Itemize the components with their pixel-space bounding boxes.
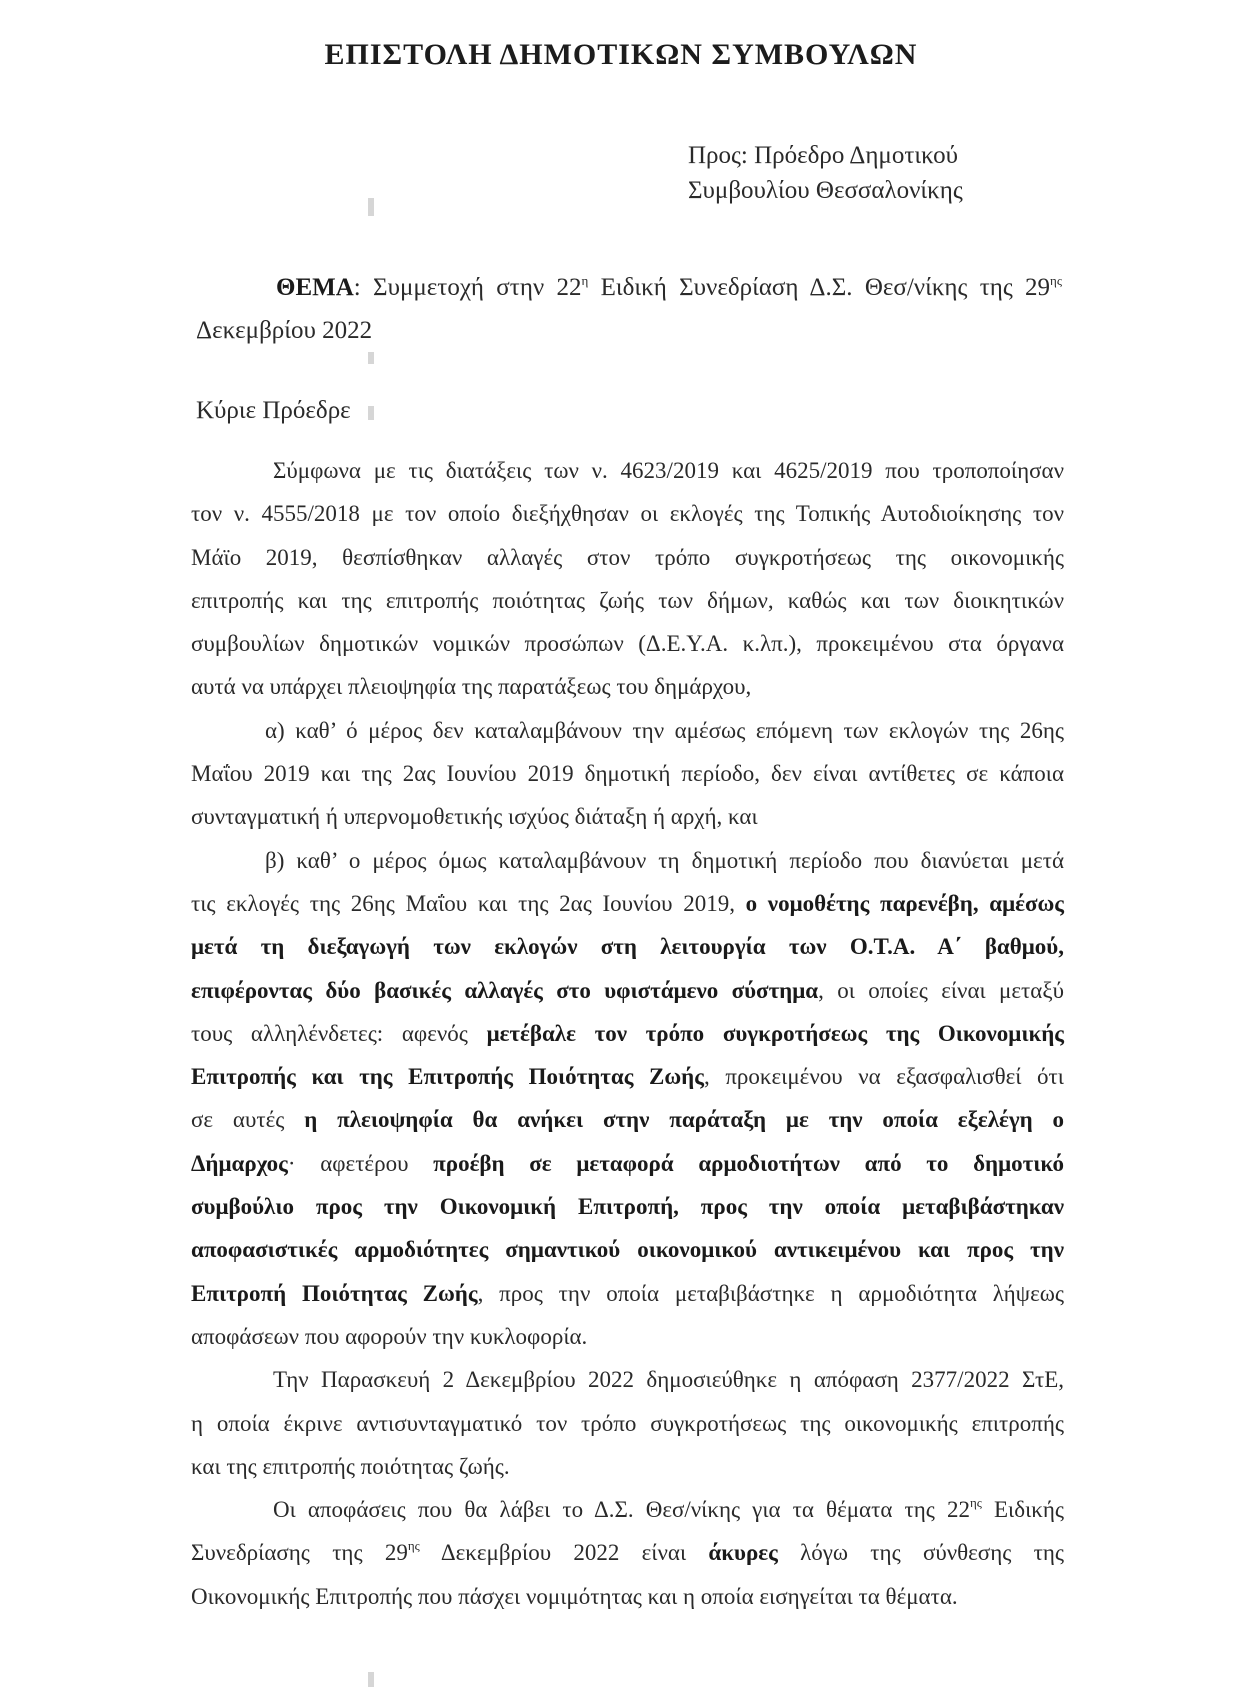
subject-block bbox=[196, 266, 1062, 352]
recipient-block bbox=[688, 138, 963, 208]
scan-artifact bbox=[368, 352, 374, 364]
document-title: ΕΠΙΣΤΟΛΗ ΔΗΜΟΤΙΚΩΝ ΣΥΜΒΟΥΛΩΝ bbox=[324, 38, 918, 71]
scan-artifact bbox=[368, 1672, 374, 1687]
scan-artifact bbox=[368, 406, 374, 420]
paragraph: Σύμφωνα με τις διατάξεις των ν. 4623/2019 και 4625/2019 που τροποποίησαν τον ν. 4555/2018 με τον οποίο διεξήχθησαν οι εκλογές της Τοπικής Αυτοδιοίκησης τον Μάϊο 2019, θεσπίσθηκαν αλλαγές στον τρόπο συγκροτήσεως της οικονομικής επιτροπής και της επιτροπής ποιότητας ζωής των δήμων, καθώς και των διοικητικών συμβουλίων δημοτικών νομικών προσώπων (Δ.Ε.Υ.Α. κ.λπ.), προκειμένου στα όργανα αυτά να υπάρχει πλειοψηφία της παρατάξεως του δημάρχου, bbox=[191, 458, 1064, 700]
recipient-line: Προς: Πρόεδρο Δημοτικού bbox=[688, 142, 959, 169]
paragraph: Οι αποφάσεις που θα λάβει το Δ.Σ. Θεσ/νίκης για τα θέματα της $22^{\eta\varsigma}$ Ειδικής Συνεδρίασης της $29^{\eta\varsigma}$ Δεκεμβρίου 2022 είναι άκυρες λόγω της σύνθεσης της Οικονομικής Επιτροπής που πάσχει νομιμότητας και η οποία εισηγείται τα θέματα. bbox=[191, 1495, 1064, 1609]
paragraph: β) καθ’ ο μέρος όμως καταλαμβάνουν τη δημοτική περίοδο που διανύεται μετά τις εκλογές της 26ης Μαΐου και της 2ας Ιουνίου 2019, ο νομοθέτης παρενέβη, αμέσως μετά τη διεξαγωγή των εκλογών στη λειτουργία των Ο.Τ.Α. Α΄ βαθμού, επιφέροντας δύο βασικές αλλαγές στο υφιστάμενο σύστημα, οι οποίες είναι μεταξύ τους αλληλένδετες: αφενός μετέβαλε τον τρόπο συγκροτήσεως της Οικονομικής Επιτροπής και της Επιτροπής Ποιότητας Ζωής, προκειμένου να εξασφαλισθεί ότι σε αυτές η πλειοψηφία θα ανήκει στην παράταξη με την οποία εξελέγη ο Δήμαρχος· αφετέρου προέβη σε μεταφορά αρμοδιοτήτων από το δημοτικό συμβούλιο προς την Οικονομική Επιτροπή, προς την οποία μεταβιβάστηκαν αποφασιστικές αρμοδιότητες σημαντικού οικονομικού αντικειμένου και προς την Επιτροπή Ποιότητας Ζωής, προς την οποία μεταβιβάστηκε η αρμοδιότητα λήψεως αποφάσεων που αφορούν την κυκλοφορία. bbox=[191, 847, 1064, 1349]
salutation: Κύριε Πρόεδρε bbox=[196, 397, 351, 424]
recipient-line: Συμβουλίου Θεσσαλονίκης bbox=[688, 177, 963, 204]
letter-body bbox=[191, 449, 1064, 1618]
subject-line: ΘΕΜΑ: Συμμετοχή στην $22^\eta$ Ειδική Συνεδρίαση Δ.Σ. Θεσ/νίκης της $29^{\eta\varsigma}$ bbox=[276, 273, 1062, 301]
subject-line: Δεκεμβρίου 2022 bbox=[196, 317, 373, 344]
paragraph: α) καθ’ ό μέρος δεν καταλαμβάνουν την αμέσως επόμενη των εκλογών της 26ης Μαΐου 2019 και της 2ας Ιουνίου 2019 δημοτική περίοδο, δεν είναι αντίθετες σε κάποια συνταγματική ή υπερνομοθετικής ισχύος διάταξη ή αρχή, και bbox=[191, 717, 1064, 830]
scan-artifact bbox=[368, 198, 374, 216]
subject-label: ΘΕΜΑ bbox=[276, 274, 354, 301]
paragraph: Την Παρασκευή 2 Δεκεμβρίου 2022 δημοσιεύθηκε η απόφαση 2377/2022 ΣτΕ, η οποία έκρινε αντισυνταγματικό τον τρόπο συγκροτήσεως της οικονομικής επιτροπής και της επιτροπής ποιότητας ζωής. bbox=[191, 1367, 1064, 1479]
